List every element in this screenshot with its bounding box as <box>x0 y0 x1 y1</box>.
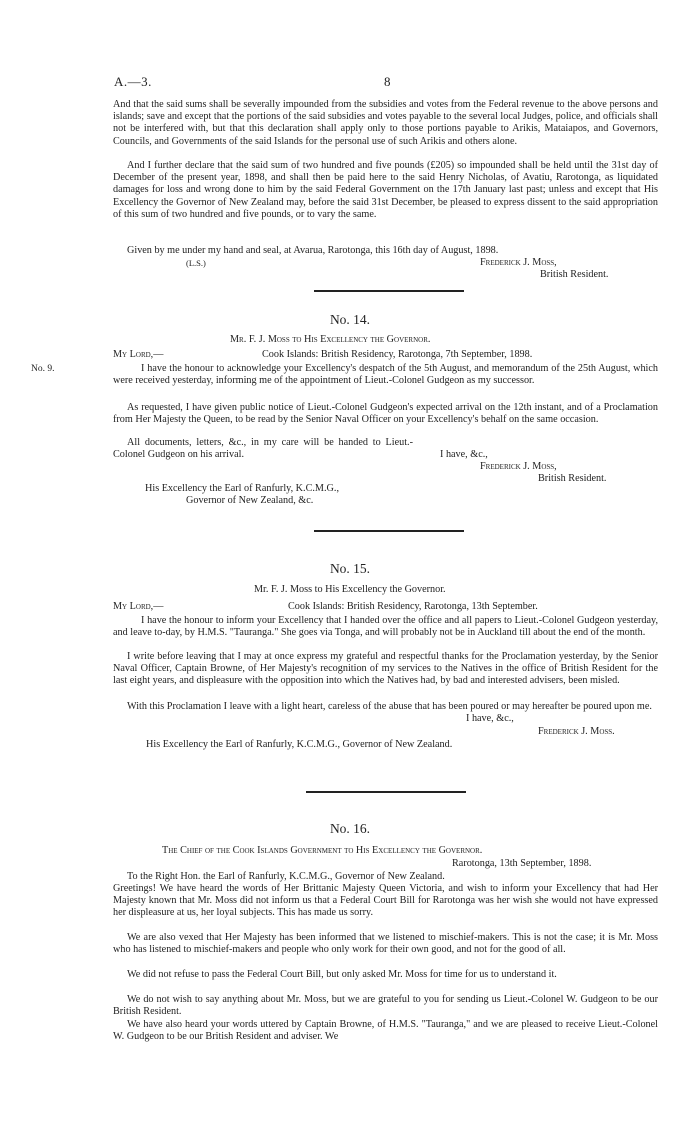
no16-number: No. 16. <box>329 821 371 836</box>
no14-signer-title: British Resident. <box>538 473 607 484</box>
section-divider <box>314 290 464 292</box>
no14-paragraph-1: I have the honour to acknowledge your Excellency's despatch of the 5th August, and memorandum of the 25th August, which were received yesterday, informing me of the appointment of Lieut.-Colonel Gudgeon as my successor. <box>113 363 658 387</box>
no15-paragraph-2: I write before leaving that I may at once express my grateful and respectful thanks for the Proclamation yesterday, by the Senior Naval Officer, Captain Browne, of Her Majesty's recognition of my services to the Natives in the office of British Resident for the last eight years, and displeasure with the opposition into which the Natives had, by bad and interested advisers, been misled. <box>113 651 658 687</box>
no16-paragraph-2: We are also vexed that Her Majesty has been informed that we listened to mischief-makers. This is not the case; it is Mr. Moss who has listened to mischief-makers and people who only work for their own good, and not for the good of all. <box>113 932 658 956</box>
no14-paragraph-2: As requested, I have given public notice of Lieut.-Colonel Gudgeon's expected arrival on the 12th instant, and of a Proclamation from Her Majesty the Queen, to be read by the Senior Naval Officer on your Excellency's behalf on the same occasion. <box>113 402 658 426</box>
no16-paragraph-3: We did not refuse to pass the Federal Court Bill, but only asked Mr. Moss for time for us to understand it. <box>127 969 557 980</box>
no15-dateline: Cook Islands: British Residency, Rarotonga, 13th September. <box>288 601 538 612</box>
no15-paragraph-1: I have the honour to inform your Excellency that I handed over the office and all papers to Lieut.-Colonel Gudgeon yesterday, and leave to-day, by H.M.S. "Tauranga." She goes via Tonga, and will probably not be in Auckland till about the end of the month. <box>113 615 658 639</box>
no14-dateline: Cook Islands: British Residency, Rarotonga, 7th September, 1898. <box>262 349 533 360</box>
seal-mark: (L.S.) <box>186 258 206 268</box>
no14-heading: Mr. F. J. Moss to His Excellency the Governor. <box>230 334 431 345</box>
no14-paragraph-3: All documents, letters, &c., in my care will be handed to Lieut.-Colonel Gudgeon on his arrival. <box>113 437 413 461</box>
no14-closing: I have, &c., <box>440 449 488 460</box>
section-divider <box>314 530 464 532</box>
no15-number: No. 15. <box>329 561 371 576</box>
intro-signer: Frederick J. Moss, <box>480 257 557 268</box>
no14-signer: Frederick J. Moss, <box>480 461 557 472</box>
intro-signer-title: British Resident. <box>540 269 609 280</box>
no15-heading: Mr. F. J. Moss to His Excellency the Governor. <box>254 584 446 595</box>
no16-paragraph-1: Greetings! We have heard the words of Her Brittanic Majesty Queen Victoria, and wish to inform your Excellency that had Her Majesty known that Mr. Moss did not inform us that a Federal Court Bill for Rarotonga was her wish she would not have expressed her displeasure at us, her loyal subjects. This has made us sorry. <box>113 883 658 919</box>
no15-paragraph-3: With this Proclamation I leave with a light heart, careless of the abuse that has been poured or may hereafter be poured upon me. <box>127 701 652 712</box>
no15-closing: I have, &c., <box>466 713 514 724</box>
no16-paragraph-4: We do not wish to say anything about Mr. Moss, but we are grateful to you for sending us Lieut.-Colonel W. Gudgeon to be our British Resident. <box>113 994 658 1018</box>
no16-dateline: Rarotonga, 13th September, 1898. <box>452 858 592 869</box>
no16-paragraph-5: We have also heard your words uttered by Captain Browne, of H.M.S. "Tauranga," and we are pleased to receive Lieut.-Colonel W. Gudgeon to be our British Resident and adviser. We <box>113 1019 658 1043</box>
intro-paragraph-1: And that the said sums shall be severally impounded from the subsidies and votes from the Federal revenue to the above persons and islands; save and except that the portions of the said subsidies and votes payable to the several local Judges, police, and officials shall not be interfered with, but that this declaration shall apply only to those portions payable to Arikis, Mataiapos, and Governors, Councils, and Governments of the said Islands for the personal use of such Arikis and others alone. <box>113 99 658 147</box>
no14-addressee-2: Governor of New Zealand, &c. <box>186 495 314 506</box>
no15-addressee: His Excellency the Earl of Ranfurly, K.C.M.G., Governor of New Zealand. <box>146 739 453 750</box>
no15-signer: Frederick J. Moss. <box>538 726 615 737</box>
no14-salutation: My Lord,— <box>113 349 164 360</box>
no16-heading: The Chief of the Cook Islands Government to His Excellency the Governor. <box>162 845 483 856</box>
intro-paragraph-2: And I further declare that the said sum of two hundred and five pounds (£205) so impounded shall be held until the 31st day of December of the present year, 1898, and shall then be paid here to the said Henry Nicholas, of Avatiu, Rarotonga, as liquidated damages for loss and wrong done to him by the said Federal Government on the 17th January last past; unless and except that His Excellency the Governor of New Zealand may, before the said 31st December, be pleased to express dissent to the said appropriation of this sum of two hundred and five pounds, or to vary the same. <box>113 160 658 220</box>
intro-given-line: Given by me under my hand and seal, at Avarua, Rarotonga, this 16th day of August, 1898. <box>127 245 499 256</box>
page-number: 8 <box>384 74 391 89</box>
no14-addressee: His Excellency the Earl of Ranfurly, K.C.M.G., <box>145 483 339 494</box>
no15-salutation: My Lord,— <box>113 601 164 612</box>
no14-margin-reference: No. 9. <box>31 364 55 374</box>
document-code: A.—3. <box>114 74 152 89</box>
no16-to-line: To the Right Hon. the Earl of Ranfurly, K.C.M.G., Governor of New Zealand. <box>127 871 445 882</box>
no14-number: No. 14. <box>329 312 371 327</box>
section-divider <box>306 791 466 793</box>
